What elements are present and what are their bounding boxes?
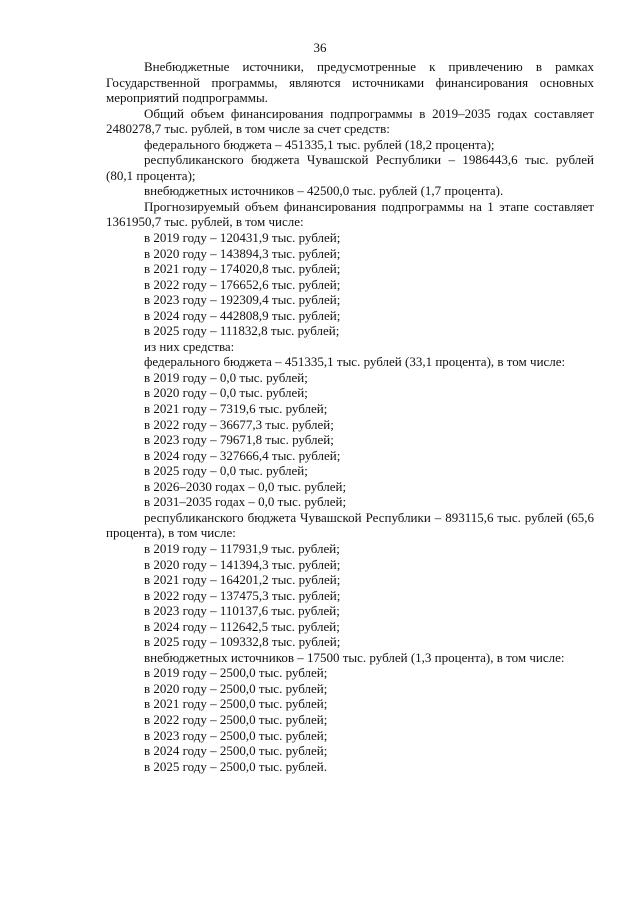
of-which-label: из них средства: (144, 338, 235, 354)
list-item: в 2025 году – 109332,8 тыс. рублей; (144, 634, 341, 650)
list-item: в 2024 году – 327666,4 тыс. рублей; (144, 447, 341, 463)
list-item: в 2021 году – 2500,0 тыс. рублей; (144, 696, 328, 712)
list-item: в 2025 году – 111832,8 тыс. рублей; (144, 323, 340, 339)
republican-by-year-list (106, 541, 594, 650)
list-item: в 2023 году – 79671,8 тыс. рублей; (144, 432, 334, 448)
list-item: в 2023 году – 2500,0 тыс. рублей; (144, 727, 328, 743)
list-item: в 2021 году – 174020,8 тыс. рублей; (144, 261, 341, 277)
list-item: в 2024 году – 112642,5 тыс. рублей; (144, 618, 340, 634)
list-item: в 2019 году – 2500,0 тыс. рублей; (144, 665, 328, 681)
list-item: в 2023 году – 192309,4 тыс. рублей; (144, 292, 341, 308)
document-body (106, 59, 594, 774)
list-item: в 2025 году – 2500,0 тыс. рублей. (144, 758, 327, 774)
list-item: в 2021 году – 7319,6 тыс. рублей; (144, 401, 328, 417)
republican-intro: республиканского бюджета Чувашской Республики – 893115,6 тыс. рублей (65,6 процента), в том числе: (106, 509, 594, 541)
list-item: в 2020 году – 2500,0 тыс. рублей; (144, 680, 328, 696)
list-item: в 2031–2035 годах – 0,0 тыс. рублей; (144, 494, 347, 510)
list-item: в 2021 году – 164201,2 тыс. рублей; (144, 572, 341, 588)
list-item: в 2024 году – 442808,9 тыс. рублей; (144, 307, 341, 323)
paragraph-republican-total: республиканского бюджета Чувашской Республики – 1986443,6 тыс. рублей (80,1 процента); (106, 152, 594, 183)
list-item: в 2025 году – 0,0 тыс. рублей; (144, 463, 308, 479)
list-item: в 2020 году – 143894,3 тыс. рублей; (144, 245, 341, 261)
list-item: в 2020 году – 0,0 тыс. рублей; (144, 385, 308, 401)
total-by-year-list (106, 230, 594, 339)
list-item: в 2019 году – 117931,9 тыс. рублей; (144, 540, 340, 556)
list-item: в 2026–2030 годах – 0,0 тыс. рублей; (144, 478, 347, 494)
paragraph-stage1-forecast: Прогнозируемый объем финансирования подпрограммы на 1 этапе составляет 1361950,7 тыс. рублей, в том числе: (106, 198, 594, 230)
extrabudgetary-by-year-list (106, 665, 594, 774)
paragraph-extrabudgetary-total: внебюджетных источников – 42500,0 тыс. рублей (1,7 процента). (144, 183, 504, 199)
list-item: в 2022 году – 2500,0 тыс. рублей; (144, 711, 328, 727)
list-item: в 2024 году – 2500,0 тыс. рублей; (144, 743, 328, 759)
paragraph-extrabudgetary-sources: Внебюджетные источники, предусмотренные к привлечению в рамках Государственной программы, являются источниками финансирования основных мероприятий подпрограммы. (106, 59, 594, 106)
list-item: в 2019 году – 120431,9 тыс. рублей; (144, 230, 341, 246)
paragraph-total-financing: Общий объем финансирования подпрограммы в 2019–2035 годах составляет 2480278,7 тыс. рублей, в том числе за счет средств: (106, 105, 594, 137)
extrabudgetary-intro: внебюджетных источников – 17500 тыс. рублей (1,3 процента), в том числе: (144, 649, 565, 665)
list-item: в 2019 году – 0,0 тыс. рублей; (144, 369, 308, 385)
list-item: в 2022 году – 176652,6 тыс. рублей; (144, 276, 341, 292)
list-item: в 2023 году – 110137,6 тыс. рублей; (144, 603, 340, 619)
list-item: в 2020 году – 141394,3 тыс. рублей; (144, 556, 341, 572)
list-item: в 2022 году – 36677,3 тыс. рублей; (144, 416, 334, 432)
page-number: 36 (313, 40, 327, 55)
federal-intro: федерального бюджета – 451335,1 тыс. рублей (33,1 процента), в том числе: (144, 354, 566, 370)
paragraph-federal-total: федерального бюджета – 451335,1 тыс. рублей (18,2 процента); (144, 136, 495, 152)
list-item: в 2022 году – 137475,3 тыс. рублей; (144, 587, 341, 603)
federal-by-year-list (106, 370, 594, 510)
